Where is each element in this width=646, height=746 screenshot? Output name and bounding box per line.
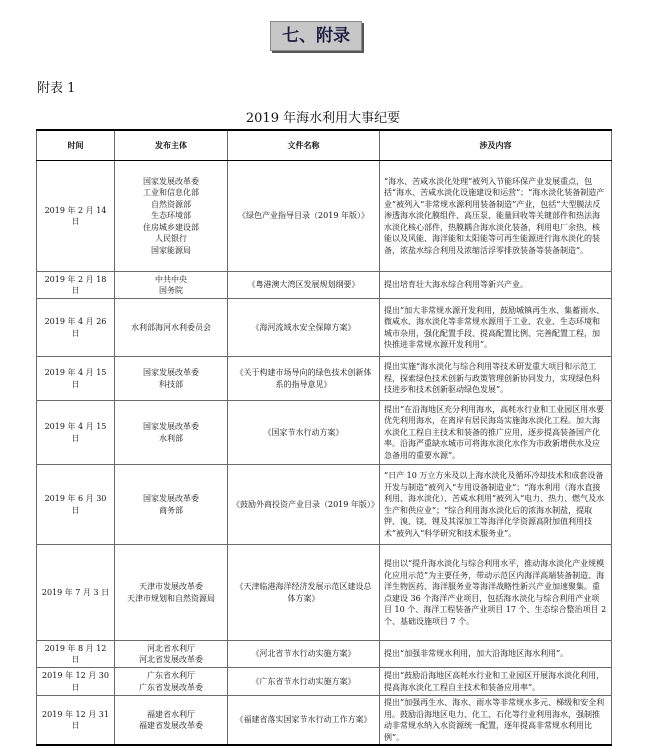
issuer-name: 河北省发展改革委 bbox=[139, 655, 203, 664]
issuer-cell bbox=[115, 696, 228, 746]
issuer-cell bbox=[115, 641, 228, 668]
time-cell: 2019 年 4 月 15 日 bbox=[37, 401, 115, 465]
document-cell: 《天津临港海洋经济发展示范区建设总体方案》 bbox=[228, 545, 380, 641]
table-row bbox=[37, 641, 612, 668]
content-cell: 提出以“提升海水淡化与综合利用水平，推动海水淡化产业规模化应用示范”为主要任务，带动示范区内海洋高端装备制造、海洋生物医药、海洋服务业等海洋战略性新兴产业加速聚集。重点建设 36 个海洋产业项目，包括海水淡化与综合利用产业项目 10 个、海洋工程装备产业项目 17 个、生态综合整治项目 2 个、基础设施项目 7 个。 bbox=[380, 545, 612, 641]
table-row bbox=[37, 299, 612, 357]
page-title: 七、附录 bbox=[270, 21, 362, 51]
issuer-name: 生态环境部 bbox=[151, 211, 191, 221]
issuer-name: 工业和信息化部 bbox=[143, 188, 199, 198]
issuer-name: 天津市发展改革委 bbox=[139, 582, 203, 591]
issuer-name: 天津市规划和自然资源局 bbox=[127, 593, 215, 603]
table-row bbox=[37, 696, 612, 746]
events-table bbox=[36, 129, 612, 746]
document-cell: 《鼓励外商投资产业目录（2019 年版）》 bbox=[228, 465, 380, 545]
content-cell: 提出“加强非常规水利用，加大沿海地区海水利用”。 bbox=[380, 641, 612, 668]
issuer-name: 广东省水利厅 bbox=[147, 671, 195, 680]
issuer-name: 商务部 bbox=[159, 505, 183, 515]
content-cell: 提出“加强再生水、海水、雨水等非常规水多元、梯级和安全利用。鼓励沿海地区电力、化工、石化等行业利用海水，强制推动非常规水纳入水资源统一配置，逐年提高非常规水利用比例”。 bbox=[380, 696, 612, 746]
issuer-name: 国家发展改革委 bbox=[143, 176, 199, 186]
table-row bbox=[37, 272, 612, 299]
table-row bbox=[37, 545, 612, 641]
document-cell: 《海河流域水安全保障方案》 bbox=[228, 299, 380, 357]
table-row bbox=[37, 668, 612, 696]
issuer-name: 水利部海河水利委员会 bbox=[131, 322, 211, 332]
issuer-name: 水利部 bbox=[159, 433, 183, 443]
time-cell: 2019 年 4 月 15 日 bbox=[37, 357, 115, 401]
issuer-cell bbox=[115, 299, 228, 357]
table-row bbox=[37, 465, 612, 545]
time-cell: 2019 年 4 月 26 日 bbox=[37, 299, 115, 357]
column-header-document: 文件名称 bbox=[228, 130, 380, 161]
appendix-label: 附表 1 bbox=[37, 81, 76, 96]
document-cell: 《粤港澳大湾区发展规划纲要》 bbox=[228, 272, 380, 299]
table-row bbox=[37, 401, 612, 465]
time-cell: 2019 年 8 月 12 日 bbox=[37, 641, 115, 668]
time-cell: 2019 年 2 月 18 日 bbox=[37, 272, 115, 299]
table-title: 2019 年海水利用大事纪要 bbox=[245, 111, 401, 126]
column-header-content: 涉及内容 bbox=[380, 130, 612, 161]
table-header-row bbox=[37, 130, 612, 161]
table-row bbox=[37, 357, 612, 401]
column-header-time: 时间 bbox=[37, 130, 115, 161]
time-cell: 2019 年 7 月 3 日 bbox=[37, 545, 115, 641]
issuer-cell bbox=[115, 668, 228, 696]
issuer-name: 福建省发展改革委 bbox=[139, 721, 203, 730]
issuer-name: 国家能源局 bbox=[151, 245, 191, 255]
issuer-name: 国家发展改革委 bbox=[143, 422, 199, 431]
issuer-cell bbox=[115, 465, 228, 545]
issuer-name: 国家发展改革委 bbox=[143, 494, 199, 503]
document-cell: 《绿色产业指导目录（2019 年版）》 bbox=[228, 161, 380, 272]
content-cell: 提出培育壮大海水综合利用等新兴产业。 bbox=[380, 272, 612, 299]
issuer-name: 人民银行 bbox=[155, 234, 187, 244]
content-cell: 提出“加大非常规水源开发利用，鼓励城镇再生水、集蓄雨水、微咸水、海水淡化等非常规水源用于工业、农业、生态环境和城市杂用，强化配置手段、提高配置比例、完善配置工程，加快推进非常规水源开发利用”。 bbox=[380, 299, 612, 357]
time-cell: 2019 年 6 月 30 日 bbox=[37, 465, 115, 545]
issuer-name: 国家发展改革委 bbox=[143, 368, 199, 377]
issuer-cell bbox=[115, 272, 228, 299]
content-cell: “海水、苦咸水淡化处理”被列入节能环保产业发展重点，包括“海水、苦咸水淡化设施建设和运营”；“海水淡化装备制造产业”被列入“非常规水源利用装备制造”产业，包括“大型膜法反渗透海水淡化膜组件、高压泵、能量回收等关键部件和热法海水淡化核心部件，热膜耦合海水淡化装备，利用电厂余热、核能以及风能、海洋能和太阳能等可再生能源进行海水淡化的装备，浓盐水综合利用及浓缩活浮零排放装备等装备制造”。 bbox=[380, 161, 612, 272]
content-cell: 提出实施“海水淡化与综合利用等技术研发重大项目和示范工程，探索绿色技术创新与政策管理创新协同发力，实现绿色科技进步和技术创新驱动绿色发展”。 bbox=[380, 357, 612, 401]
content-cell: “日产 10 万立方米及以上海水淡化及循环冷却技术和成套设备开发与制造”被列入“专用设备制造业”；“海水利用（海水直接利用、海水淡化）、苦咸水利用”被列入“电力、热力、燃气及水生产和供应业”；“综合利用海水淡化后的浓海水制盐，提取钾、溴、镁、锂及其深加工等海洋化学资源高附加值利用技术”被列入“科学研究和技术服务业”。 bbox=[380, 465, 612, 545]
issuer-name: 广东省发展改革委 bbox=[139, 682, 203, 692]
issuer-cell bbox=[115, 357, 228, 401]
column-header-issuer: 发布主体 bbox=[115, 130, 228, 161]
issuer-name: 中共中央 bbox=[155, 274, 187, 284]
document-cell: 《福建省落实国家节水行动工作方案》 bbox=[228, 696, 380, 746]
content-cell: 提出“在沿海地区充分利用海水，高耗水行业和工业园区用水要优先利用海水，在离岸有居民海岛实施海水淡化工程。加大海水淡化工程自主技术和装备的推广应用，逐步提高装备国产化率。沿海严重缺水城市可将海水淡化水作为市政新增供水及应急备用的重要水源”。 bbox=[380, 401, 612, 465]
issuer-name: 住房城乡建设部 bbox=[143, 222, 199, 232]
time-cell: 2019 年 2 月 14 日 bbox=[37, 161, 115, 272]
issuer-name: 福建省水利厅 bbox=[147, 709, 195, 719]
content-cell: 提出“鼓励沿海地区高耗水行业和工业园区开展海水淡化利用，提高海水淡化工程自主技术和装备应用率”。 bbox=[380, 668, 612, 696]
document-cell: 《关于构建市场导向的绿色技术创新体系的指导意见》 bbox=[228, 357, 380, 401]
document-cell: 《河北省节水行动实施方案》 bbox=[228, 641, 380, 668]
issuer-name: 科技部 bbox=[159, 379, 183, 389]
issuer-cell bbox=[115, 161, 228, 272]
time-cell: 2019 年 12 月 31 日 bbox=[37, 696, 115, 746]
time-cell: 2019 年 12 月 30 日 bbox=[37, 668, 115, 696]
document-cell: 《广东省节水行动实施方案》 bbox=[228, 668, 380, 696]
document-cell: 《国家节水行动方案》 bbox=[228, 401, 380, 465]
table-row bbox=[37, 161, 612, 272]
issuer-name: 国务院 bbox=[159, 286, 183, 295]
issuer-name: 河北省水利厅 bbox=[147, 643, 195, 653]
issuer-cell bbox=[115, 401, 228, 465]
issuer-name: 自然资源部 bbox=[151, 199, 191, 209]
issuer-cell bbox=[115, 545, 228, 641]
